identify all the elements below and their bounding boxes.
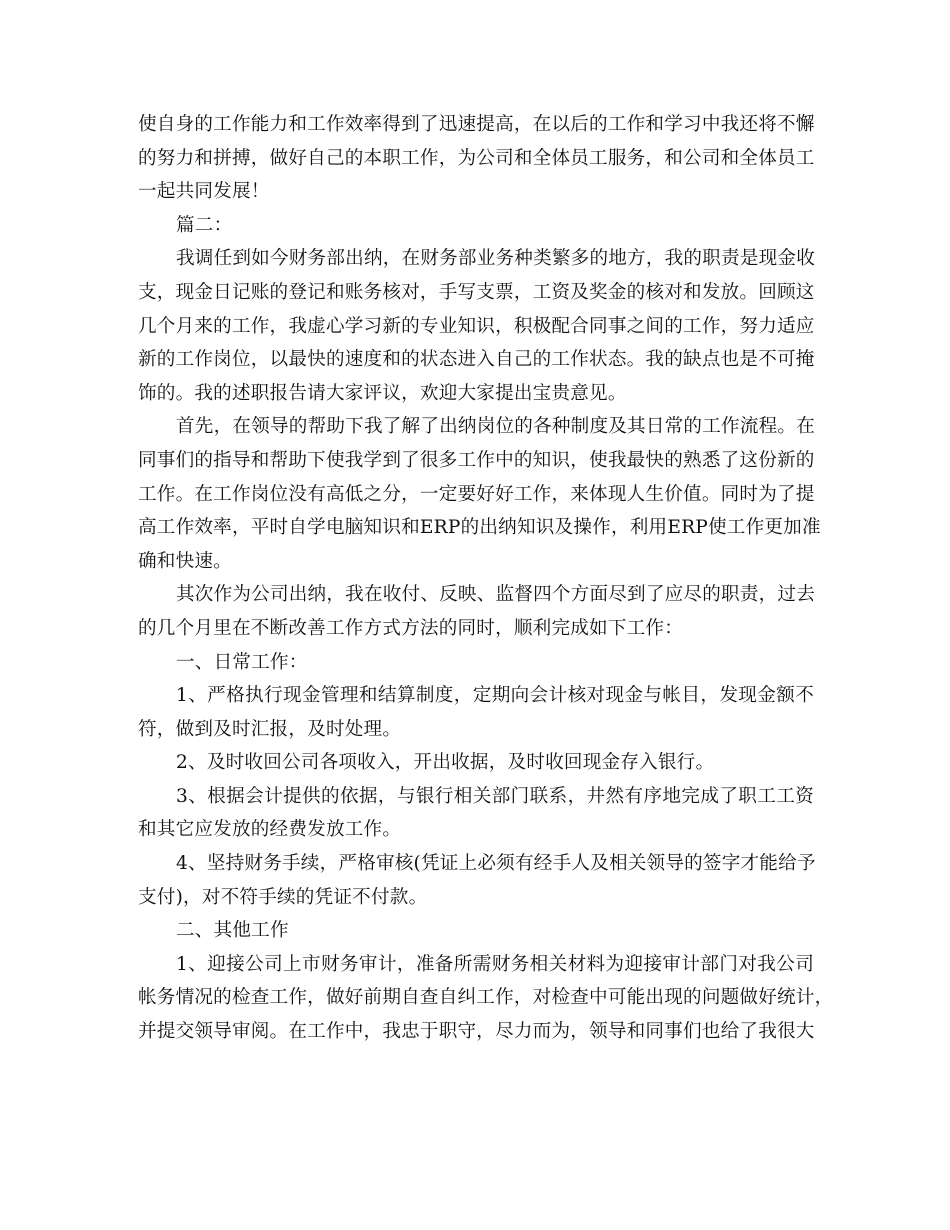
text-line: 支付)，对不符手续的凭证不付款。 (138, 886, 428, 908)
text-line: 1、迎接公司上市财务审计，准备所需财务相关材料为迎接审计部门对我公司 (176, 953, 814, 975)
text-line: 的几个月里在不断改善工作方式方法的同时，顺利完成如下工作： (138, 617, 684, 639)
text-line: 和其它应发放的经费发放工作。 (138, 819, 402, 841)
text-line: 一起共同发展！ (138, 181, 270, 203)
text-line: 符，做到及时汇报，及时处理。 (138, 718, 402, 740)
text-line: 高工作效率，平时自学电脑知识和ERP的出纳知识及操作，利用ERP使工作更加准 (138, 517, 821, 539)
text-line: 我调任到如今财务部出纳，在财务部业务种类繁多的地方，我的职责是现金收 (176, 248, 815, 270)
text-line: 饰的。我的述职报告请大家评议，欢迎大家提出宝贵意见。 (138, 382, 627, 404)
text-line: 4、坚持财务手续，严格审核(凭证上必须有经手人及相关领导的签字才能给予 (176, 853, 816, 875)
document-body (138, 108, 834, 1049)
text-line: 2、及时收回公司各项收入，开出收据，及时收回现金存入银行。 (176, 752, 715, 774)
text-line: 一、日常工作： (176, 651, 308, 673)
text-line: 支，现金日记账的登记和账务核对，手写支票，工资及奖金的核对和发放。回顾这 (138, 281, 815, 303)
text-line: 1、严格执行现金管理和结算制度，定期向会计核对现金与帐目，发现金额不 (176, 685, 814, 707)
text-line: 的努力和拼搏，做好自己的本职工作，为公司和全体员工服务，和公司和全体员工 (138, 147, 815, 169)
text-line: 其次作为公司出纳，我在收付、反映、监督四个方面尽到了应尽的职责，过去 (176, 584, 815, 606)
text-line: 几个月来的工作，我虚心学习新的专业知识，积极配合同事之间的工作，努力适应 (138, 315, 815, 337)
text-line: 确和快速。 (138, 550, 232, 572)
text-line: 3、根据会计提供的依据，与银行相关部门联系，井然有序地完成了职工工资 (176, 785, 814, 807)
text-line: 二、其他工作 (176, 920, 289, 942)
text-line: 并提交领导审阅。在工作中，我忠于职守，尽力而为，领导和同事们也给了我很大 (138, 1021, 815, 1043)
text-line: 同事们的指导和帮助下使我学到了很多工作中的知识，使我最快的熟悉了这份新的 (138, 449, 815, 471)
text-line: 使自身的工作能力和工作效率得到了迅速提高，在以后的工作和学习中我还将不懈 (138, 114, 815, 135)
text-line: 篇二： (176, 214, 233, 236)
text-line: 新的工作岗位，以最快的速度和的状态进入自己的工作状态。我的缺点也是不可掩 (138, 349, 815, 371)
text-line: 帐务情况的检查工作，做好前期自查自纠工作，对检查中可能出现的问题做好统计， (138, 987, 834, 1009)
text-line: 工作。在工作岗位没有高低之分，一定要好好工作，来体现人生价值。同时为了提 (138, 483, 815, 505)
text-line: 首先，在领导的帮助下我了解了出纳岗位的各种制度及其日常的工作流程。在 (176, 416, 815, 438)
